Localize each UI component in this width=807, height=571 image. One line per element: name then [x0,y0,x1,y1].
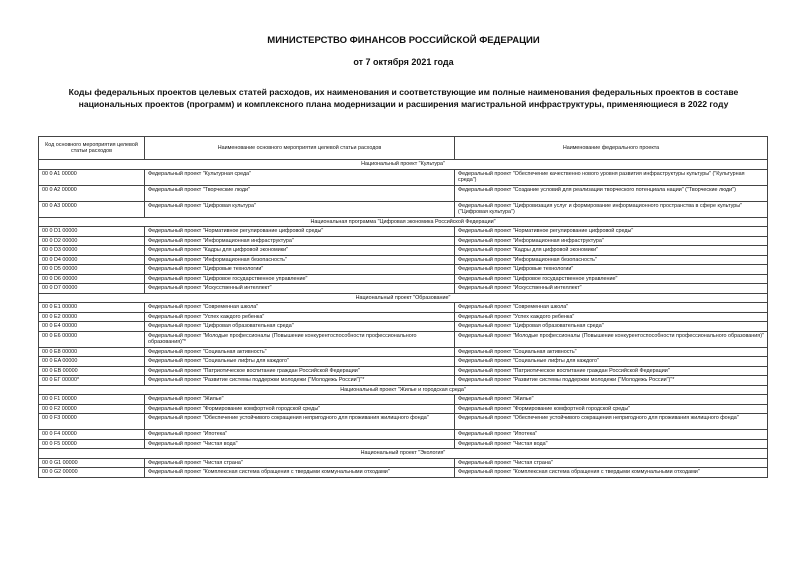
document-date: от 7 октября 2021 года [353,57,454,67]
cell-name: Федеральный проект "Патриотическое воспитание граждан Российской Федерации" [145,366,455,376]
cell-code: 00 0 F2 00000 [39,404,145,414]
cell-full-name: Федеральный проект "Ипотека" [455,430,768,440]
section-title: Национальный проект "Культура" [39,160,768,170]
table-row [39,439,768,449]
cell-full-name: Федеральный проект "Социальные лифты для каждого" [455,357,768,367]
cell-name: Федеральный проект "Чистая вода" [145,439,455,449]
section-row [39,160,768,170]
cell-code: 00 0 E6 00000 [39,331,145,347]
cell-full-name: Федеральный проект "Кадры для цифровой экономики" [455,246,768,256]
column-header-name: Наименование основного мероприятия целевой статьи расходов [145,137,455,160]
cell-name: Федеральный проект "Успех каждого ребенка" [145,312,455,322]
cell-code: 00 0 E8 00000 [39,347,145,357]
cell-full-name: Федеральный проект "Социальная активность" [455,347,768,357]
cell-name: Федеральный проект "Нормативное регулирование цифровой среды" [145,227,455,237]
cell-full-name: Федеральный проект "Чистая вода" [455,439,768,449]
cell-full-name: Федеральный проект "Цифровизация услуг и формирование информационного пространства в сфере культуры" ("Цифровая культура") [455,201,768,217]
cell-name: Федеральный проект "Социальные лифты для каждого" [145,357,455,367]
table-row [39,284,768,294]
cell-full-name: Федеральный проект "Успех каждого ребенка" [455,312,768,322]
cell-code: 00 0 E2 00000 [39,312,145,322]
ministry-heading: МИНИСТЕРСТВО ФИНАНСОВ РОССИЙСКОЙ ФЕДЕРАЦИИ [267,35,540,46]
table-row [39,169,768,185]
cell-name: Федеральный проект "Цифровая образовательная среда" [145,322,455,332]
cell-code: 00 0 F1 00000 [39,395,145,405]
section-title: Национальная программа "Цифровая экономика Российской Федерации" [39,217,768,227]
table-row [39,274,768,284]
cell-code: 00 0 A3 00000 [39,201,145,217]
table-row [39,468,768,478]
table-row [39,312,768,322]
table-row [39,331,768,347]
cell-code: 00 0 D3 00000 [39,246,145,256]
cell-code: 00 0 D5 00000 [39,265,145,275]
cell-name: Федеральный проект "Жилье" [145,395,455,405]
cell-name: Федеральный проект "Цифровая культура" [145,201,455,217]
cell-name: Федеральный проект "Искусственный интеллект" [145,284,455,294]
document-title: Коды федеральных проектов целевых статей расходов, их наименования и соответствующие им полные наименования федеральных проектов в составе национальных проектов (программ) и комплексного плана модернизации и расширения магистральной инфраструктуры, применяющиеся в 2022 году [68,87,739,109]
section-row [39,217,768,227]
cell-name: Федеральный проект "Обеспечение устойчивого сокращения непригодного для проживания жилищного фонда" [145,414,455,430]
cell-full-name: Федеральный проект "Цифровая образовательная среда" [455,322,768,332]
table-row [39,347,768,357]
section-row [39,293,768,303]
cell-full-name: Федеральный проект "Комплексная система обращения с твердыми коммунальными отходами" [455,468,768,478]
table-row [39,227,768,237]
codes-table [38,136,768,478]
table-row [39,414,768,430]
section-title: Национальный проект "Жилье и городская среда" [39,385,768,395]
section-title: Национальный проект "Экология" [39,449,768,459]
table-row [39,185,768,201]
cell-code: 00 0 F4 00000 [39,430,145,440]
cell-full-name: Федеральный проект "Развитие системы поддержки молодежи ("Молодежь России")"* [455,376,768,386]
table-row [39,322,768,332]
cell-code: 00 0 G2 00000 [39,468,145,478]
cell-code: 00 0 EB 00000 [39,366,145,376]
cell-name: Федеральный проект "Комплексная система обращения с твердыми коммунальными отходами" [145,468,455,478]
cell-name: Федеральный проект "Информационная инфраструктура" [145,236,455,246]
cell-full-name: Федеральный проект "Информационная безопасность" [455,255,768,265]
column-header-full-name: Наименование федерального проекта [455,137,768,160]
cell-full-name: Федеральный проект "Жилье" [455,395,768,405]
table-row [39,255,768,265]
table-row [39,376,768,386]
cell-code: 00 0 G1 00000 [39,458,145,468]
cell-name: Федеральный проект "Творческие люди" [145,185,455,201]
cell-name: Федеральный проект "Культурная среда" [145,169,455,185]
cell-full-name: Федеральный проект "Молодые профессионалы (Повышение конкурентоспособности профессионального образования)" [455,331,768,347]
column-header-code: Код основного мероприятия целевой статьи расходов [39,137,145,160]
table-row [39,236,768,246]
table-row [39,458,768,468]
cell-full-name: Федеральный проект "Создание условий для реализации творческого потенциала нации" ("Творческие люди") [455,185,768,201]
cell-full-name: Федеральный проект "Нормативное регулирование цифровой среды" [455,227,768,237]
section-title: Национальный проект "Образование" [39,293,768,303]
cell-full-name: Федеральный проект "Цифровые технологии" [455,265,768,275]
cell-full-name: Федеральный проект "Информационная инфраструктура" [455,236,768,246]
cell-full-name: Федеральный проект "Цифровое государственное управление" [455,274,768,284]
table-row [39,357,768,367]
cell-full-name: Федеральный проект "Патриотическое воспитание граждан Российской Федерации" [455,366,768,376]
cell-full-name: Федеральный проект "Искусственный интеллект" [455,284,768,294]
cell-code: 00 0 E4 00000 [39,322,145,332]
table-row [39,246,768,256]
cell-code: 00 0 F5 00000 [39,439,145,449]
table-row [39,366,768,376]
cell-name: Федеральный проект "Кадры для цифровой экономики" [145,246,455,256]
cell-code: 00 0 D6 00000 [39,274,145,284]
cell-code: 00 0 D7 00000 [39,284,145,294]
cell-code: 00 0 F3 00000 [39,414,145,430]
cell-code: 00 0 E1 00000 [39,303,145,313]
section-row [39,385,768,395]
cell-full-name: Федеральный проект "Современная школа" [455,303,768,313]
cell-name: Федеральный проект "Чистая страна" [145,458,455,468]
cell-name: Федеральный проект "Молодые профессионалы (Повышение конкурентоспособности профессионального образования)"* [145,331,455,347]
cell-name: Федеральный проект "Развитие системы поддержки молодежи ("Молодежь России")"* [145,376,455,386]
cell-full-name: Федеральный проект "Чистая страна" [455,458,768,468]
cell-code: 00 0 D2 00000 [39,236,145,246]
cell-name: Федеральный проект "Цифровое государственное управление" [145,274,455,284]
table-row [39,430,768,440]
table-row [39,395,768,405]
table-row [39,404,768,414]
table-row [39,303,768,313]
cell-name: Федеральный проект "Информационная безопасность" [145,255,455,265]
cell-name: Федеральный проект "Формирование комфортной городской среды" [145,404,455,414]
cell-name: Федеральный проект "Цифровые технологии" [145,265,455,275]
table-row [39,201,768,217]
table-header-row [39,137,768,160]
cell-code: 00 0 EA 00000 [39,357,145,367]
cell-full-name: Федеральный проект "Обеспечение устойчивого сокращения непригодного для проживания жилищного фонда" [455,414,768,430]
cell-code: 00 0 A2 00000 [39,185,145,201]
cell-code: 00 0 EГ 00000* [39,376,145,386]
section-row [39,449,768,459]
cell-code: 00 0 D4 00000 [39,255,145,265]
cell-full-name: Федеральный проект "Обеспечение качественно нового уровня развития инфраструктуры культуры" ("Культурная среда") [455,169,768,185]
cell-full-name: Федеральный проект "Формирование комфортной городской среды" [455,404,768,414]
table-row [39,265,768,275]
cell-code: 00 0 D1 00000 [39,227,145,237]
cell-name: Федеральный проект "Ипотека" [145,430,455,440]
cell-name: Федеральный проект "Социальная активность" [145,347,455,357]
cell-code: 00 0 A1 00000 [39,169,145,185]
cell-name: Федеральный проект "Современная школа" [145,303,455,313]
